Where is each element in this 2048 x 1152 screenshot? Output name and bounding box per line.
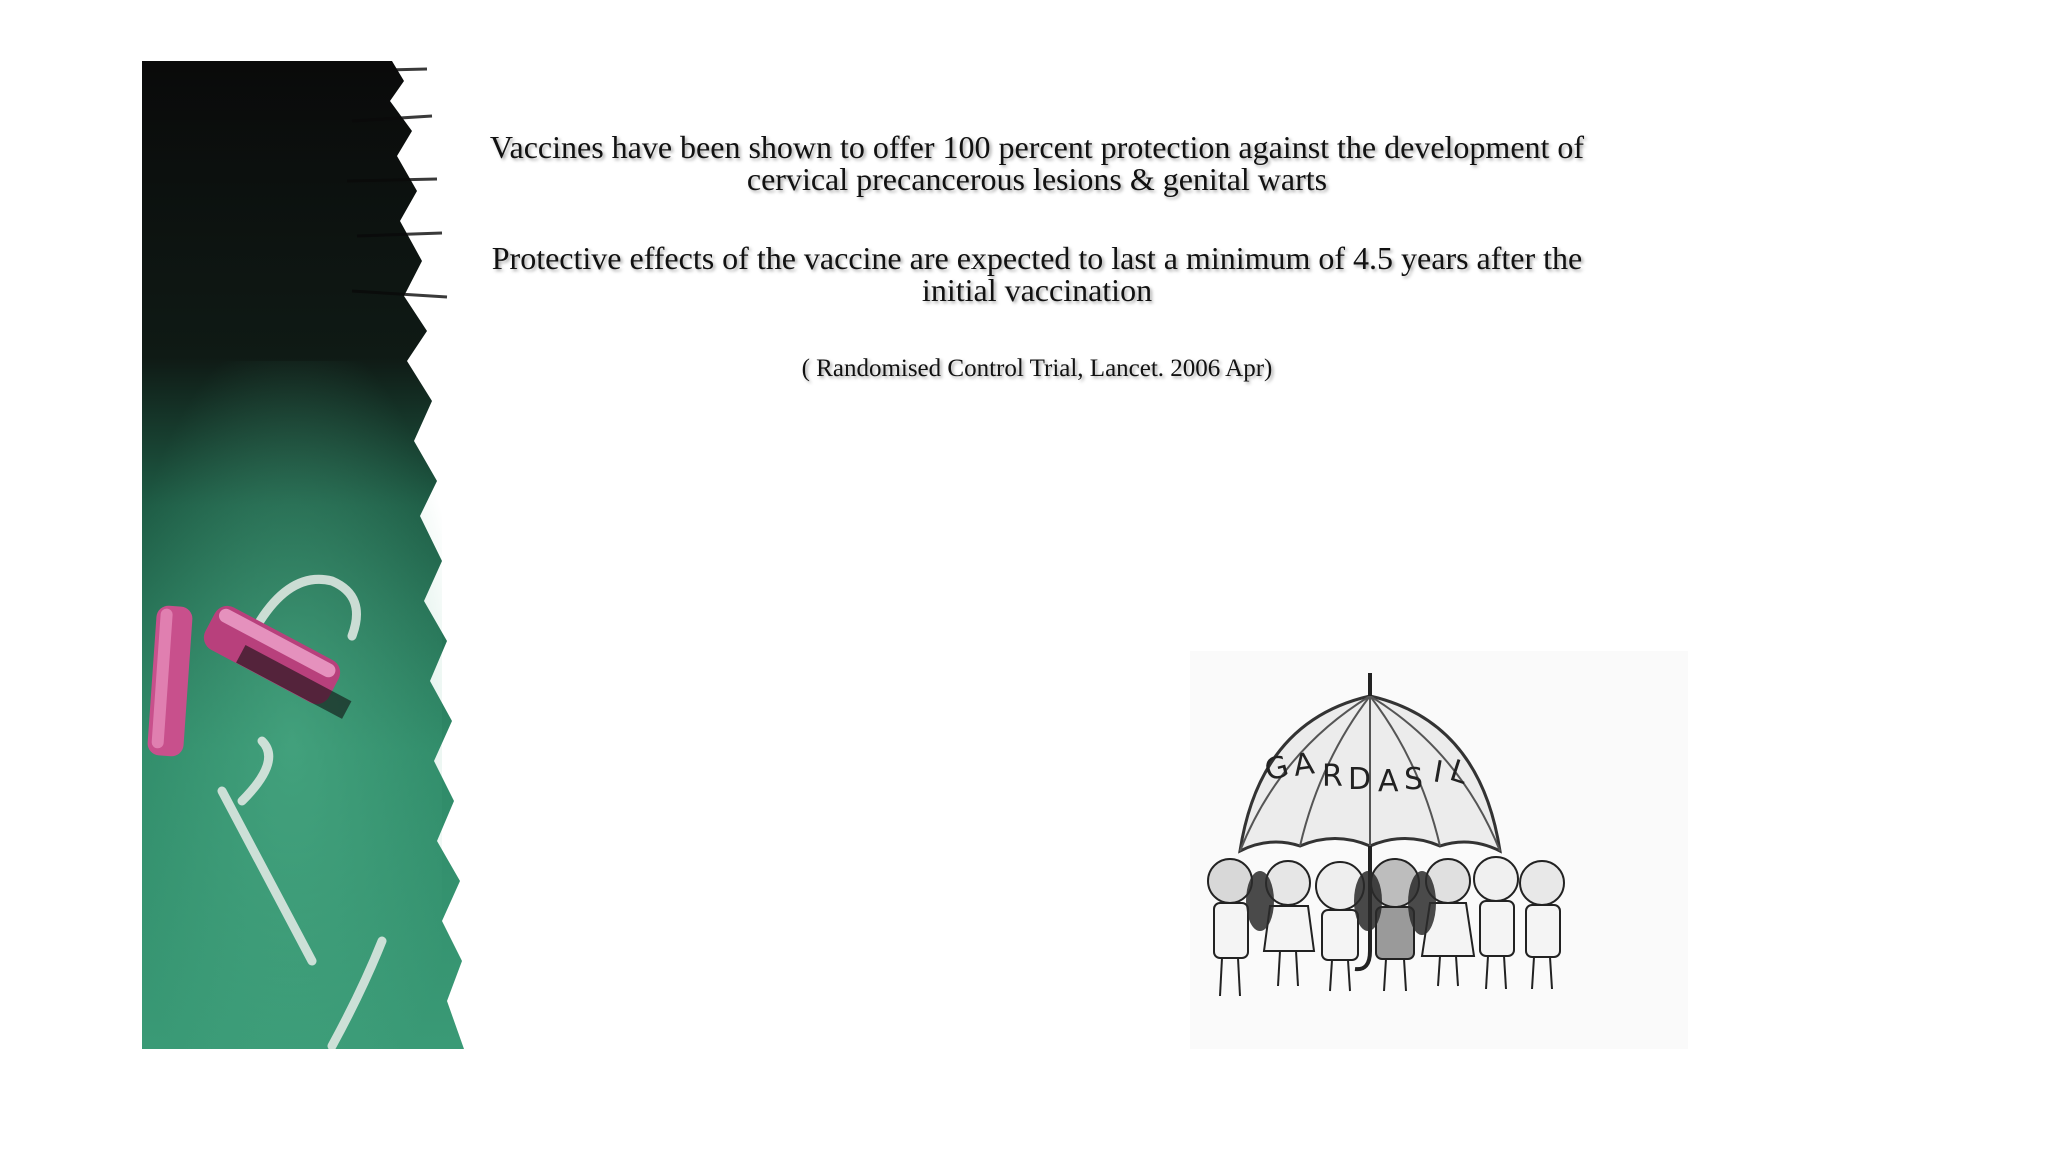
svg-text:R: R [1322, 759, 1343, 794]
chalkboard-image [142, 61, 482, 1049]
paragraph-duration: Protective effects of the vaccine are expected to last a minimum of 4.5 years after the initial vaccination [491, 240, 1583, 308]
svg-text:G: G [1261, 748, 1293, 789]
svg-text:L: L [1445, 753, 1473, 792]
paragraph-protection: Vaccines have been shown to offer 100 percent protection against the development of cervical precancerous lesions & genital warts [489, 129, 1585, 197]
svg-text:S: S [1404, 762, 1424, 797]
svg-text:A: A [1378, 764, 1399, 799]
svg-text:I: I [1430, 754, 1446, 791]
slide-canvas [142, 61, 1688, 1049]
slide-text [462, 131, 1612, 409]
umbrella-illustration [1190, 651, 1688, 1049]
citation: ( Randomised Control Trial, Lancet. 2006 Apr) [801, 355, 1273, 382]
svg-text:D: D [1348, 762, 1372, 797]
svg-text:A: A [1291, 746, 1317, 784]
